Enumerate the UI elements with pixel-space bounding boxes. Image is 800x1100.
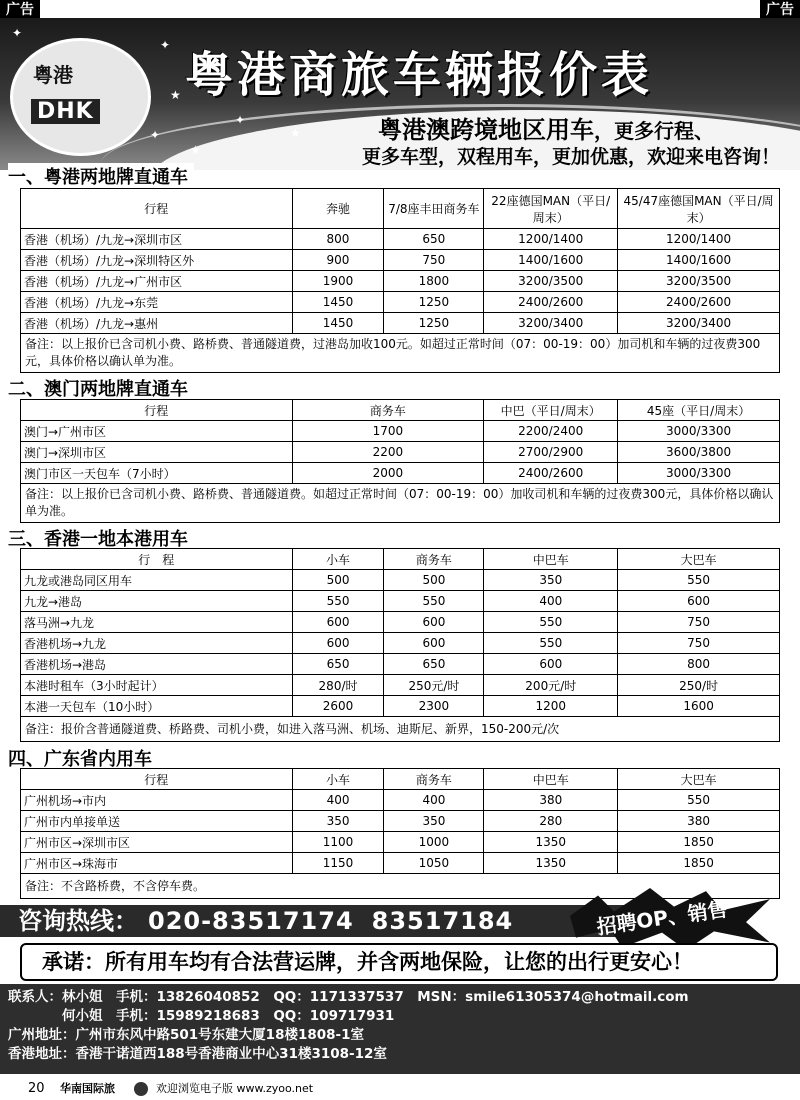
contact-line: 联系人：林小姐 手机：13826040852 QQ：1171337537 MSN：smile61305374@hotmail.com bbox=[8, 989, 689, 1005]
header-cell: 45/47座德国MAN（平日/周末） bbox=[618, 189, 780, 229]
table-row bbox=[21, 832, 780, 853]
hotline-label: 咨询热线： bbox=[18, 907, 138, 935]
price-table-1 bbox=[20, 188, 780, 373]
note-row bbox=[21, 334, 780, 373]
price-cell: 350 bbox=[484, 570, 618, 591]
price-cell: 1700 bbox=[292, 421, 484, 442]
route-cell: 香港（机场）/九龙→深圳特区外 bbox=[21, 250, 293, 271]
price-cell: 1450 bbox=[292, 313, 384, 334]
table-row bbox=[21, 612, 780, 633]
price-cell: 550 bbox=[292, 591, 384, 612]
price-cell: 550 bbox=[618, 790, 780, 811]
header-cell: 行 程 bbox=[21, 549, 293, 570]
price-cell: 650 bbox=[384, 229, 484, 250]
ad-label-left: 广告 bbox=[0, 0, 40, 20]
header-cell: 22座德国MAN（平日/周末） bbox=[484, 189, 618, 229]
header-cell: 45座（平日/周末） bbox=[618, 400, 780, 421]
price-cell: 250/时 bbox=[618, 675, 780, 696]
price-cell: 1350 bbox=[484, 832, 618, 853]
price-cell: 3200/3500 bbox=[484, 271, 618, 292]
table-row bbox=[21, 853, 780, 874]
table-header-row bbox=[21, 549, 780, 570]
route-cell: 落马洲→九龙 bbox=[21, 612, 293, 633]
price-table-4 bbox=[20, 768, 780, 899]
price-cell: 2400/2600 bbox=[618, 292, 780, 313]
table-row bbox=[21, 313, 780, 334]
price-table-2 bbox=[20, 399, 780, 523]
footer-note: 欢迎浏览电子版 www.zyoo.net bbox=[156, 1082, 314, 1095]
table-row bbox=[21, 271, 780, 292]
note-row bbox=[21, 717, 780, 742]
header-banner bbox=[0, 18, 800, 170]
route-cell: 广州市区→深圳市区 bbox=[21, 832, 293, 853]
price-cell: 1900 bbox=[292, 271, 384, 292]
price-cell: 2400/2600 bbox=[484, 463, 618, 484]
price-cell: 550 bbox=[618, 570, 780, 591]
star-icon: ★ bbox=[170, 88, 181, 102]
route-cell: 广州机场→市内 bbox=[21, 790, 293, 811]
table-row bbox=[21, 463, 780, 484]
route-cell: 九龙→港岛 bbox=[21, 591, 293, 612]
table-row bbox=[21, 421, 780, 442]
route-cell: 本港时租车（3小时起计） bbox=[21, 675, 293, 696]
price-cell: 1400/1600 bbox=[484, 250, 618, 271]
note-text: 备注：以上报价已含司机小费、路桥费、普通隧道费，过港岛加收100元。如超过正常时间（07：00-19：00）加司机和车辆的过夜费300元，具体价格以确认单为准。 bbox=[21, 334, 780, 373]
price-cell: 3600/3800 bbox=[618, 442, 780, 463]
price-cell: 750 bbox=[618, 612, 780, 633]
price-cell: 2000 bbox=[292, 463, 484, 484]
price-cell: 1600 bbox=[618, 696, 780, 717]
route-cell: 广州市区→珠海市 bbox=[21, 853, 293, 874]
price-cell: 280 bbox=[484, 811, 618, 832]
promise-banner: 承诺：所有用车均有合法营运牌，并含两地保险，让您的出行更安心！ bbox=[20, 943, 778, 981]
address-line: 香港地址：香港干诺道西188号香港商业中心31楼3108-12室 bbox=[8, 1046, 387, 1062]
ad-label-right: 广告 bbox=[760, 0, 800, 20]
star-icon: ★ bbox=[290, 126, 301, 140]
price-cell: 2600 bbox=[292, 696, 384, 717]
price-cell: 1850 bbox=[618, 832, 780, 853]
route-cell: 九龙或港岛同区用车 bbox=[21, 570, 293, 591]
route-cell: 香港（机场）/九龙→广州市区 bbox=[21, 271, 293, 292]
header-cell: 中巴（平日/周末） bbox=[484, 400, 618, 421]
company-logo bbox=[10, 38, 151, 156]
price-cell: 350 bbox=[384, 811, 484, 832]
header-cell: 大巴车 bbox=[618, 769, 780, 790]
magazine-logo-icon bbox=[134, 1082, 148, 1096]
section-title-2: 二、澳门两地牌直通车 bbox=[8, 375, 194, 401]
price-cell: 2700/2900 bbox=[484, 442, 618, 463]
price-cell: 280/时 bbox=[292, 675, 384, 696]
price-cell: 3200/3400 bbox=[484, 313, 618, 334]
header-cell: 中巴车 bbox=[484, 549, 618, 570]
price-cell: 550 bbox=[484, 612, 618, 633]
route-cell: 澳门→深圳市区 bbox=[21, 442, 293, 463]
table-row bbox=[21, 675, 780, 696]
header-cell: 商务车 bbox=[292, 400, 484, 421]
price-cell: 1200/1400 bbox=[484, 229, 618, 250]
price-cell: 1450 bbox=[292, 292, 384, 313]
route-cell: 澳门市区一天包车（7小时） bbox=[21, 463, 293, 484]
route-cell: 香港（机场）/九龙→深圳市区 bbox=[21, 229, 293, 250]
price-cell: 380 bbox=[618, 811, 780, 832]
price-cell: 400 bbox=[484, 591, 618, 612]
star-icon: ★ bbox=[190, 143, 201, 157]
header-cell: 大巴车 bbox=[618, 549, 780, 570]
header-cell: 中巴车 bbox=[484, 769, 618, 790]
table-header-row bbox=[21, 189, 780, 229]
table-row bbox=[21, 442, 780, 463]
star-icon: ✦ bbox=[12, 26, 23, 40]
price-cell: 500 bbox=[384, 570, 484, 591]
table-row bbox=[21, 696, 780, 717]
header-cell: 商务车 bbox=[384, 769, 484, 790]
price-cell: 1100 bbox=[292, 832, 384, 853]
route-cell: 香港（机场）/九龙→惠州 bbox=[21, 313, 293, 334]
hotline-bar bbox=[0, 905, 640, 937]
table-header-row bbox=[21, 769, 780, 790]
table-row bbox=[21, 811, 780, 832]
subtitle-main: 粤港澳跨境地区用车 bbox=[378, 116, 594, 144]
note-text: 备注：以上报价已含司机小费、路桥费、普通隧道费。如超过正常时间（07：00-19：00）加收司机和车辆的过夜费300元，具体价格以确认单为准。 bbox=[21, 484, 780, 523]
table-row bbox=[21, 654, 780, 675]
price-cell: 1150 bbox=[292, 853, 384, 874]
price-cell: 200元/时 bbox=[484, 675, 618, 696]
price-cell: 750 bbox=[618, 633, 780, 654]
subtitle-tail: ，更多行程、 bbox=[594, 119, 714, 143]
price-cell: 600 bbox=[618, 591, 780, 612]
price-cell: 1250 bbox=[384, 313, 484, 334]
contact-block bbox=[0, 984, 800, 1074]
header-cell: 行程 bbox=[21, 189, 293, 229]
table-row bbox=[21, 633, 780, 654]
hotline-number-1: 020-83517174 bbox=[148, 907, 354, 935]
logo-english-text: DHK bbox=[31, 99, 100, 124]
page-number: 20 bbox=[28, 1081, 45, 1096]
route-cell: 香港机场→港岛 bbox=[21, 654, 293, 675]
price-cell: 600 bbox=[292, 612, 384, 633]
route-cell: 香港（机场）/九龙→东莞 bbox=[21, 292, 293, 313]
page-title: 粤港商旅车辆报价表 bbox=[185, 47, 654, 103]
price-cell: 1350 bbox=[484, 853, 618, 874]
price-cell: 2200/2400 bbox=[484, 421, 618, 442]
price-cell: 900 bbox=[292, 250, 384, 271]
note-text: 备注：报价含普通隧道费、桥路费、司机小费，如进入落马洲、机场、迪斯尼、新界，150-200元/次 bbox=[21, 717, 780, 742]
header-cell: 小车 bbox=[292, 549, 384, 570]
table-row bbox=[21, 229, 780, 250]
route-cell: 香港机场→九龙 bbox=[21, 633, 293, 654]
price-cell: 600 bbox=[384, 633, 484, 654]
recruit-text: 招聘OP、销售 bbox=[595, 896, 729, 940]
price-cell: 600 bbox=[384, 612, 484, 633]
table-row bbox=[21, 790, 780, 811]
note-row bbox=[21, 874, 780, 899]
price-cell: 1200/1400 bbox=[618, 229, 780, 250]
header-cell: 行程 bbox=[21, 400, 293, 421]
price-cell: 650 bbox=[292, 654, 384, 675]
header-cell: 奔驰 bbox=[292, 189, 384, 229]
header-cell: 行程 bbox=[21, 769, 293, 790]
price-cell: 750 bbox=[384, 250, 484, 271]
table-row bbox=[21, 250, 780, 271]
price-cell: 250元/时 bbox=[384, 675, 484, 696]
contact-line: 何小姐 手机：15989218683 QQ：109717931 bbox=[8, 1008, 395, 1024]
price-cell: 2200 bbox=[292, 442, 484, 463]
table-row bbox=[21, 591, 780, 612]
table-row bbox=[21, 292, 780, 313]
section-title-4: 四、广东省内用车 bbox=[8, 745, 158, 771]
price-cell: 3200/3500 bbox=[618, 271, 780, 292]
route-cell: 澳门→广州市区 bbox=[21, 421, 293, 442]
price-cell: 1250 bbox=[384, 292, 484, 313]
header-cell: 小车 bbox=[292, 769, 384, 790]
price-cell: 600 bbox=[484, 654, 618, 675]
subtitle-line-2: 更多车型，双程用车，更加优惠，欢迎来电咨询！ bbox=[361, 146, 780, 168]
price-cell: 800 bbox=[618, 654, 780, 675]
hotline-number-2: 83517184 bbox=[371, 907, 514, 935]
note-row bbox=[21, 484, 780, 523]
price-cell: 350 bbox=[292, 811, 384, 832]
price-cell: 550 bbox=[484, 633, 618, 654]
price-cell: 1850 bbox=[618, 853, 780, 874]
header-cell: 7/8座丰田商务车 bbox=[384, 189, 484, 229]
section-title-1: 一、粤港两地牌直通车 bbox=[8, 163, 194, 189]
section-title-3: 三、香港一地本港用车 bbox=[8, 525, 194, 551]
route-cell: 本港一天包车（10小时） bbox=[21, 696, 293, 717]
page-footer bbox=[0, 1078, 800, 1100]
price-cell: 800 bbox=[292, 229, 384, 250]
price-cell: 550 bbox=[384, 591, 484, 612]
price-cell: 3000/3300 bbox=[618, 463, 780, 484]
price-cell: 400 bbox=[384, 790, 484, 811]
price-cell: 3000/3300 bbox=[618, 421, 780, 442]
table-header-row bbox=[21, 400, 780, 421]
star-icon: ✦ bbox=[150, 128, 161, 142]
table-row bbox=[21, 570, 780, 591]
price-cell: 3200/3400 bbox=[618, 313, 780, 334]
price-cell: 380 bbox=[484, 790, 618, 811]
star-icon: ✦ bbox=[235, 113, 246, 127]
logo-chinese-text: 粤港 bbox=[33, 63, 73, 87]
address-line: 广州地址：广州市东风中路501号东建大厦18楼1808-1室 bbox=[8, 1027, 365, 1043]
price-cell: 1800 bbox=[384, 271, 484, 292]
note-text: 备注：不含路桥费，不含停车费。 bbox=[21, 874, 780, 899]
price-cell: 2300 bbox=[384, 696, 484, 717]
price-cell: 1000 bbox=[384, 832, 484, 853]
price-cell: 2400/2600 bbox=[484, 292, 618, 313]
price-cell: 1200 bbox=[484, 696, 618, 717]
price-cell: 650 bbox=[384, 654, 484, 675]
magazine-name: 华南国际旅 bbox=[60, 1082, 115, 1095]
star-icon: ✦ bbox=[160, 38, 171, 52]
price-cell: 400 bbox=[292, 790, 384, 811]
price-table-3 bbox=[20, 548, 780, 742]
header-cell: 商务车 bbox=[384, 549, 484, 570]
subtitle-line-1 bbox=[378, 110, 714, 145]
price-cell: 600 bbox=[292, 633, 384, 654]
price-cell: 500 bbox=[292, 570, 384, 591]
route-cell: 广州市内单接单送 bbox=[21, 811, 293, 832]
price-cell: 1400/1600 bbox=[618, 250, 780, 271]
price-cell: 1050 bbox=[384, 853, 484, 874]
